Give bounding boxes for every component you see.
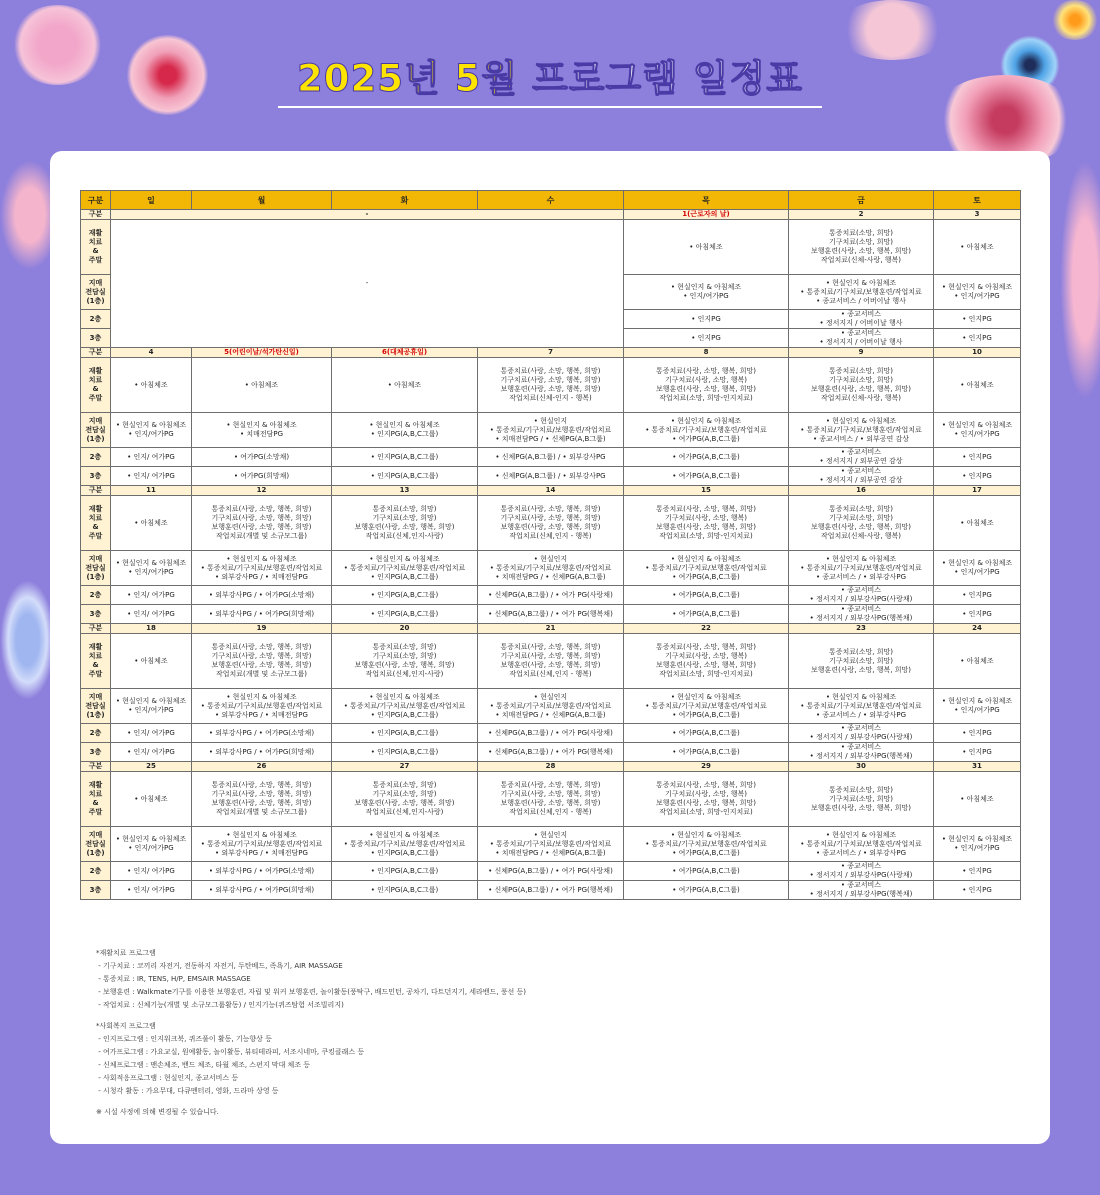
schedule-row-dementia bbox=[81, 827, 1021, 862]
note-line: - 보행훈련 : Walkmate기구를 이용한 보행훈련, 자립 및 워커 보행훈련, 놀이활동(풍탁구, 배드민턴, 공차기, 다트던지기, 세라밴드, 풍선 등) bbox=[96, 988, 527, 996]
schedule-cell: • 인지PG bbox=[624, 329, 789, 348]
page-title bbox=[0, 48, 1100, 102]
schedule-cell: • 신체PG(A,B그룹) / • 여가 PG(행복채) bbox=[478, 743, 624, 762]
schedule-cell: • 여가PG(소망채) bbox=[192, 448, 332, 467]
schedule-cell: • 현실인지 & 아침체조 • 인지/여가PG bbox=[934, 275, 1021, 310]
header-cell: 금 bbox=[789, 191, 934, 210]
note-line: *사회복지 프로그램 bbox=[96, 1022, 156, 1030]
schedule-cell: • 여가PG(A,B,C그룹) bbox=[624, 862, 789, 881]
schedule-cell: • 종교서비스 • 정서지지 / 외부공연 감상 bbox=[789, 448, 934, 467]
schedule-cell: • 현실인지 & 아침체조 • 통증치료/기구치료/보행훈련/작업치료 • 인지PG(A,B,C그룹) bbox=[332, 827, 478, 862]
schedule-cell: • 여가PG(A,B,C그룹) bbox=[624, 467, 789, 486]
row-label: 재활 치료 & 주말 bbox=[81, 358, 111, 413]
schedule-cell: • 아침체조 bbox=[111, 634, 192, 689]
schedule-cell: • 여가PG(A,B,C그룹) bbox=[624, 605, 789, 624]
program-notes bbox=[96, 947, 996, 1119]
schedule-cell: • 현실인지 & 아침체조 • 통증치료/기구치료/보행훈련/작업치료 • 종교서비스 / • 외부강사PG bbox=[789, 551, 934, 586]
note-line bbox=[96, 1012, 996, 1020]
date-cell: 5(어린이날/석가탄신일) bbox=[192, 348, 332, 358]
date-cell: 25 bbox=[111, 762, 192, 772]
schedule-cell: 통증치료(사랑, 소망, 행복, 희망) 기구치료(사랑, 소망, 행복) 보행훈련(사랑, 소망, 행복, 희망) 작업치료(소망, 희망-인지치료) bbox=[624, 634, 789, 689]
schedule-cell: • 인지PG bbox=[934, 605, 1021, 624]
header-cell: 수 bbox=[478, 191, 624, 210]
schedule-cell: 통증치료(소망, 희망) 기구치료(소망, 희망) 보행훈련(사랑, 소망, 행복, 희망) 작업치료(신체-사랑, 행복) bbox=[789, 496, 934, 551]
schedule-cell: • 현실인지 • 통증치료/기구치료/보행훈련/작업치료 • 치매전담PG / • 신체PG(A,B그룹) bbox=[478, 551, 624, 586]
date-cell: 17 bbox=[934, 486, 1021, 496]
schedule-cell: • 신체PG(A,B그룹) / • 여가 PG(사랑채) bbox=[478, 586, 624, 605]
schedule-cell: • 종교서비스 • 정서지지 / 외부강사PG(사랑채) bbox=[789, 724, 934, 743]
schedule-cell: • 현실인지 & 아침체조 • 인지/여가PG bbox=[111, 689, 192, 724]
note-line: ※ 시설 사정에 의해 변경될 수 있습니다. bbox=[96, 1108, 219, 1116]
schedule-cell: • 아침체조 bbox=[111, 358, 192, 413]
schedule-cell: • 현실인지 & 아침체조 • 통증치료/기구치료/보행훈련/작업치료 • 인지PG(A,B,C그룹) bbox=[332, 689, 478, 724]
schedule-cell: • 인지PG(A,B,C그룹) bbox=[332, 862, 478, 881]
schedule-cell: • 현실인지 & 아침체조 • 인지/여가PG bbox=[111, 551, 192, 586]
row-label: 3층 bbox=[81, 467, 111, 486]
schedule-cell: • 현실인지 & 아침체조 • 인지/여가PG bbox=[934, 413, 1021, 448]
note-line: - 시청각 활동 : 가요무대, 다큐멘터리, 영화, 드라마 상영 등 bbox=[96, 1087, 279, 1095]
date-cell: 11 bbox=[111, 486, 192, 496]
date-cell: 30 bbox=[789, 762, 934, 772]
date-cell: 24 bbox=[934, 624, 1021, 634]
schedule-cell: • 종교서비스 • 정서지지 / 외부강사PG(행복채) bbox=[789, 743, 934, 762]
schedule-cell: • 현실인지 & 아침체조 • 치매전담PG bbox=[192, 413, 332, 448]
schedule-cell: • 현실인지 & 아침체조 • 통증치료/기구치료/보행훈련/작업치료 • 외부강사PG / • 치매전담PG bbox=[192, 827, 332, 862]
row-label: 2층 bbox=[81, 586, 111, 605]
header-cell: 월 bbox=[192, 191, 332, 210]
schedule-cell: • 인지PG bbox=[934, 448, 1021, 467]
date-cell: 14 bbox=[478, 486, 624, 496]
page-title-text: 프로그램 일정표 bbox=[531, 57, 804, 100]
empty-date-cell: - bbox=[111, 210, 624, 220]
date-cell: 23 bbox=[789, 624, 934, 634]
note-line: - 작업치료 : 신체기능(개별 및 소규모그룹활동) / 인지기능(퀴즈탐험 서조빌리지) bbox=[96, 1001, 344, 1009]
schedule-cell: • 현실인지 & 아침체조 • 통증치료/기구치료/보행훈련/작업치료 • 종교서비스 / • 외부강사PG bbox=[789, 827, 934, 862]
schedule-cell: • 현실인지 & 아침체조 • 인지/여가PG bbox=[111, 827, 192, 862]
date-cell: 15 bbox=[624, 486, 789, 496]
date-cell: 1(근로자의 날) bbox=[624, 210, 789, 220]
schedule-cell: • 신체PG(A,B그룹) / • 여가 PG(행복채) bbox=[478, 881, 624, 900]
schedule-cell: 통증치료(사랑, 소망, 행복, 희망) 기구치료(사랑, 소망, 행복, 희망) 보행훈련(사랑, 소망, 행복, 희망) 작업치료(개별 및 소규모그룹) bbox=[192, 634, 332, 689]
date-cell: 16 bbox=[789, 486, 934, 496]
schedule-cell: • 현실인지 & 아침체조 • 인지/여가PG bbox=[934, 689, 1021, 724]
schedule-cell: 통증치료(사랑, 소망, 행복, 희망) 기구치료(사랑, 소망, 행복, 희망) 보행훈련(사랑, 소망, 행복, 희망) 작업치료(개별 및 소규모그룹) bbox=[192, 772, 332, 827]
schedule-cell: • 아침체조 bbox=[934, 358, 1021, 413]
schedule-row-floor2 bbox=[81, 862, 1021, 881]
date-cell: 26 bbox=[192, 762, 332, 772]
schedule-cell: • 외부강사PG / • 여가PG(소망채) bbox=[192, 586, 332, 605]
schedule-cell: • 아침체조 bbox=[934, 634, 1021, 689]
schedule-cell: • 여가PG(A,B,C그룹) bbox=[624, 586, 789, 605]
schedule-cell: • 종교서비스 • 정서지지 / 어버이날 행사 bbox=[789, 310, 934, 329]
date-cell: 19 bbox=[192, 624, 332, 634]
schedule-row-floor3 bbox=[81, 743, 1021, 762]
schedule-cell: • 아침체조 bbox=[192, 358, 332, 413]
schedule-cell: • 현실인지 & 아침체조 • 통증치료/기구치료/보행훈련/작업치료 • 종교서비스 / • 외부강사PG bbox=[789, 689, 934, 724]
header-cell: 화 bbox=[332, 191, 478, 210]
schedule-cell: • 현실인지 & 아침체조 • 통증치료/기구치료/보행훈련/작업치료 • 종교서비스 / • 외부공연 감상 bbox=[789, 413, 934, 448]
schedule-row-dementia bbox=[81, 689, 1021, 724]
schedule-cell: 통증치료(사랑, 소망, 행복, 희망) 기구치료(사랑, 소망, 행복, 희망) 보행훈련(사랑, 소망, 행복, 희망) 작업치료(신체-인지 - 행복) bbox=[478, 358, 624, 413]
schedule-cell: • 인지/ 여가PG bbox=[111, 467, 192, 486]
note-line: - 인지프로그램 : 인지워크북, 퀴즈풀이 활동, 기능향상 등 bbox=[96, 1035, 272, 1043]
schedule-row-floor3 bbox=[81, 467, 1021, 486]
date-cell: 7 bbox=[478, 348, 624, 358]
header-cell: 목 bbox=[624, 191, 789, 210]
row-label: 2층 bbox=[81, 448, 111, 467]
schedule-cell: • 인지PG(A,B,C그룹) bbox=[332, 724, 478, 743]
schedule-cell: • 인지PG(A,B,C그룹) bbox=[332, 881, 478, 900]
schedule-cell: • 인지/ 여가PG bbox=[111, 448, 192, 467]
schedule-row-floor2 bbox=[81, 724, 1021, 743]
schedule-cell: • 현실인지 & 아침체조 • 통증치료/기구치료/보행훈련/작업치료 • 여가PG(A,B,C그룹) bbox=[624, 551, 789, 586]
schedule-cell: • 여가PG(A,B,C그룹) bbox=[624, 724, 789, 743]
date-cell: 8 bbox=[624, 348, 789, 358]
schedule-cell: • 아침체조 bbox=[111, 496, 192, 551]
schedule-cell: • 외부강사PG / • 여가PG(소망채) bbox=[192, 724, 332, 743]
row-label: 3층 bbox=[81, 605, 111, 624]
page-title-date: 2025년 5월 bbox=[296, 57, 519, 100]
schedule-cell: • 인지/ 여가PG bbox=[111, 724, 192, 743]
row-label: 지매 전담실 (1층) bbox=[81, 689, 111, 724]
note-line: - 신체프로그램 : 맨손체조, 밴드 체조, 타월 체조, 스펀지 막대 체조 등 bbox=[96, 1061, 311, 1069]
schedule-cell: • 인지PG(A,B,C그룹) bbox=[332, 448, 478, 467]
schedule-cell: • 여가PG(A,B,C그룹) bbox=[624, 448, 789, 467]
schedule-cell: • 아침체조 bbox=[934, 496, 1021, 551]
flower-decoration-right-2 bbox=[1060, 160, 1100, 400]
schedule-cell: • 인지/ 여가PG bbox=[111, 743, 192, 762]
schedule-cell: • 인지PG bbox=[624, 310, 789, 329]
row-label: 구분 bbox=[81, 348, 111, 358]
schedule-cell: • 인지/ 여가PG bbox=[111, 586, 192, 605]
note-line: - 사회적응프로그램 : 현실인지, 종교서비스 등 bbox=[96, 1074, 239, 1082]
schedule-cell: • 현실인지 • 통증치료/기구치료/보행훈련/작업치료 • 치매전담PG / • 신체PG(A,B그룹) bbox=[478, 689, 624, 724]
table-header-row bbox=[81, 191, 1021, 210]
date-row bbox=[81, 348, 1021, 358]
date-cell: 22 bbox=[624, 624, 789, 634]
schedule-row-floor3 bbox=[81, 881, 1021, 900]
schedule-cell: • 인지PG(A,B,C그룹) bbox=[332, 586, 478, 605]
schedule-cell: • 현실인지 & 아침체조 • 통증치료/기구치료/보행훈련/작업치료 • 여가PG(A,B,C그룹) bbox=[624, 413, 789, 448]
schedule-cell: • 여가PG(희망채) bbox=[192, 467, 332, 486]
schedule-cell: • 현실인지 & 아침체조 • 인지/여가PG bbox=[111, 413, 192, 448]
schedule-cell: • 종교서비스 • 정서지지 / 외부강사PG(사랑채) bbox=[789, 862, 934, 881]
date-cell: 12 bbox=[192, 486, 332, 496]
schedule-row-rehab bbox=[81, 220, 1021, 275]
schedule-cell: • 현실인지 & 아침체조 • 통증치료/기구치료/보행훈련/작업치료 • 외부강사PG / • 치매전담PG bbox=[192, 689, 332, 724]
schedule-cell: 통증치료(사랑, 소망, 행복, 희망) 기구치료(사랑, 소망, 행복) 보행훈련(사랑, 소망, 행복, 희망) 작업치료(소망, 희망-인지치료) bbox=[624, 496, 789, 551]
schedule-cell: • 인지/ 여가PG bbox=[111, 881, 192, 900]
schedule-cell: • 인지PG bbox=[934, 743, 1021, 762]
row-label: 재활 치료 & 주말 bbox=[81, 496, 111, 551]
row-label: 2층 bbox=[81, 724, 111, 743]
schedule-cell: • 현실인지 & 아침체조 • 인지/여가PG bbox=[934, 827, 1021, 862]
note-line: - 통증치료 : IR, TENS, H/P, EMSAIR MASSAGE bbox=[96, 975, 251, 983]
schedule-cell: • 인지PG bbox=[934, 329, 1021, 348]
schedule-cell: 통증치료(소망, 희망) 기구치료(소망, 희망) 보행훈련(사랑, 소망, 행복, 희망) bbox=[789, 772, 934, 827]
date-cell: 31 bbox=[934, 762, 1021, 772]
schedule-cell: • 외부강사PG / • 여가PG(희망채) bbox=[192, 881, 332, 900]
date-cell: 9 bbox=[789, 348, 934, 358]
row-label: 3층 bbox=[81, 881, 111, 900]
header-cell: 구분 bbox=[81, 191, 111, 210]
schedule-cell: 통증치료(사랑, 소망, 행복, 희망) 기구치료(사랑, 소망, 행복, 희망) 보행훈련(사랑, 소망, 행복, 희망) 작업치료(신체,인지 - 행복) bbox=[478, 634, 624, 689]
schedule-cell: • 종교서비스 • 정서지지 / 외부강사PG(행복채) bbox=[789, 605, 934, 624]
note-line: *재활치료 프로그램 bbox=[96, 949, 156, 957]
date-cell: 13 bbox=[332, 486, 478, 496]
row-label: 구분 bbox=[81, 210, 111, 220]
schedule-row-floor2 bbox=[81, 448, 1021, 467]
row-label: 지매 전담실 (1층) bbox=[81, 413, 111, 448]
schedule-cell: • 인지/ 여가PG bbox=[111, 605, 192, 624]
schedule-cell: 통증치료(소망, 희망) 기구치료(소망, 희망) 보행훈련(사랑, 소망, 행복, 희망) 작업치료(신체,인지-사랑) bbox=[332, 634, 478, 689]
row-label: 2층 bbox=[81, 310, 111, 329]
schedule-cell: • 종교서비스 • 정서지지 / 외부공연 감상 bbox=[789, 467, 934, 486]
schedule-table bbox=[80, 190, 1021, 900]
row-label: 재활 치료 & 주말 bbox=[81, 634, 111, 689]
date-cell: 4 bbox=[111, 348, 192, 358]
schedule-cell: • 외부강사PG / • 여가PG(희망채) bbox=[192, 743, 332, 762]
schedule-cell: • 인지PG bbox=[934, 724, 1021, 743]
schedule-row-rehab bbox=[81, 358, 1021, 413]
schedule-cell: • 종교서비스 • 정서지지 / 외부강사PG(사랑채) bbox=[789, 586, 934, 605]
schedule-cell: 통증치료(사랑, 소망, 행복, 희망) 기구치료(사랑, 소망, 행복) 보행훈련(사랑, 소망, 행복, 희망) 작업치료(소망, 희망-인지치료) bbox=[624, 358, 789, 413]
date-cell: 18 bbox=[111, 624, 192, 634]
schedule-row-rehab bbox=[81, 772, 1021, 827]
row-label: 3층 bbox=[81, 743, 111, 762]
schedule-cell: • 아침체조 bbox=[624, 220, 789, 275]
schedule-cell: 통증치료(사랑, 소망, 행복, 희망) 기구치료(사랑, 소망, 행복, 희망) 보행훈련(사랑, 소망, 행복, 희망) 작업치료(개별 및 소규모그룹) bbox=[192, 496, 332, 551]
schedule-cell: • 신체PG(A,B그룹) / • 여가 PG(행복채) bbox=[478, 605, 624, 624]
schedule-cell: 통증치료(소망, 희망) 기구치료(소망, 희망) 보행훈련(사랑, 소망, 행복, 희망) 작업치료(신체,인지-사랑) bbox=[332, 496, 478, 551]
header-cell: 토 bbox=[934, 191, 1021, 210]
row-label: 지매 전담실 (1층) bbox=[81, 275, 111, 310]
header-cell: 일 bbox=[111, 191, 192, 210]
date-cell: 21 bbox=[478, 624, 624, 634]
schedule-table-body bbox=[81, 191, 1021, 900]
schedule-cell: • 여가PG(A,B,C그룹) bbox=[624, 743, 789, 762]
flower-decoration-left-2 bbox=[0, 580, 55, 700]
row-label: 지매 전담실 (1층) bbox=[81, 827, 111, 862]
schedule-cell: • 인지PG bbox=[934, 467, 1021, 486]
schedule-cell: 통증치료(사랑, 소망, 행복, 희망) 기구치료(사랑, 소망, 행복, 희망) 보행훈련(사랑, 소망, 행복, 희망) 작업치료(신체,인지 - 행복) bbox=[478, 496, 624, 551]
schedule-cell: 통증치료(소망, 희망) 기구치료(소망, 희망) 보행훈련(사랑, 소망, 행복, 희망) 작업치료(신체-사랑, 행복) bbox=[789, 358, 934, 413]
schedule-cell: • 인지PG bbox=[934, 881, 1021, 900]
schedule-cell: • 현실인지 & 아침체조 • 인지PG(A,B,C그룹) bbox=[332, 413, 478, 448]
schedule-row-floor2 bbox=[81, 586, 1021, 605]
schedule-cell: • 현실인지 & 아침체조 • 통증치료/기구치료/보행훈련/작업치료 • 외부강사PG / • 치매전담PG bbox=[192, 551, 332, 586]
title-underline bbox=[278, 106, 822, 108]
empty-schedule-cell: - bbox=[111, 220, 624, 348]
schedule-cell: • 외부강사PG / • 여가PG(희망채) bbox=[192, 605, 332, 624]
schedule-cell: • 현실인지 & 아침체조 • 통증치료/기구치료/보행훈련/작업치료 • 여가PG(A,B,C그룹) bbox=[624, 827, 789, 862]
row-label: 지매 전담실 (1층) bbox=[81, 551, 111, 586]
schedule-cell: • 외부강사PG / • 여가PG(소망채) bbox=[192, 862, 332, 881]
row-label: 재활 치료 & 주말 bbox=[81, 772, 111, 827]
date-row bbox=[81, 762, 1021, 772]
schedule-row-dementia bbox=[81, 413, 1021, 448]
schedule-row-floor3 bbox=[81, 605, 1021, 624]
schedule-cell: • 현실인지 & 아침체조 • 인지/여가PG bbox=[934, 551, 1021, 586]
schedule-cell: 통증치료(사랑, 소망, 행복, 희망) 기구치료(사랑, 소망, 행복) 보행훈련(사랑, 소망, 행복, 희망) 작업치료(소망, 희망-인지치료) bbox=[624, 772, 789, 827]
schedule-cell: • 인지/ 여가PG bbox=[111, 862, 192, 881]
schedule-row-dementia bbox=[81, 551, 1021, 586]
row-label: 구분 bbox=[81, 486, 111, 496]
schedule-cell: • 신체PG(A,B그룹) / • 외부강사PG bbox=[478, 467, 624, 486]
note-line: - 기구치료 : 코끼리 자전거, 전동하지 자전거, 두탄베드, 족욕기, AIR MASSAGE bbox=[96, 962, 343, 970]
schedule-cell: 통증치료(사랑, 소망, 행복, 희망) 기구치료(사랑, 소망, 행복, 희망) 보행훈련(사랑, 소망, 행복, 희망) 작업치료(신체,인지 - 행복) bbox=[478, 772, 624, 827]
row-label: 3층 bbox=[81, 329, 111, 348]
schedule-cell: • 인지PG(A,B,C그룹) bbox=[332, 605, 478, 624]
schedule-cell: • 현실인지 • 통증치료/기구치료/보행훈련/작업치료 • 치매전담PG / • 신체PG(A,B그룹) bbox=[478, 827, 624, 862]
schedule-cell: • 인지PG(A,B,C그룹) bbox=[332, 467, 478, 486]
schedule-cell: • 아침체조 bbox=[934, 220, 1021, 275]
schedule-cell: • 현실인지 & 아침체조 • 통증치료/기구치료/보행훈련/작업치료 • 여가PG(A,B,C그룹) bbox=[624, 689, 789, 724]
date-cell: 27 bbox=[332, 762, 478, 772]
row-label: 구분 bbox=[81, 762, 111, 772]
note-line: - 여가프로그램 : 가요교실, 원예활동, 놀이활동, 뷰티테라피, 서조시네마, 쿠킹클래스 등 bbox=[96, 1048, 365, 1056]
date-row bbox=[81, 624, 1021, 634]
date-cell: 10 bbox=[934, 348, 1021, 358]
schedule-cell: • 현실인지 & 아침체조 • 통증치료/기구치료/보행훈련/작업치료 • 인지PG(A,B,C그룹) bbox=[332, 551, 478, 586]
date-row bbox=[81, 210, 1021, 220]
schedule-row-rehab bbox=[81, 634, 1021, 689]
schedule-cell: • 아침체조 bbox=[332, 358, 478, 413]
note-line bbox=[96, 1098, 996, 1106]
date-cell: 2 bbox=[789, 210, 934, 220]
schedule-cell: • 신체PG(A,B그룹) / • 여가 PG(사랑채) bbox=[478, 724, 624, 743]
date-cell: 6(대체공휴일) bbox=[332, 348, 478, 358]
schedule-cell: • 현실인지 • 통증치료/기구치료/보행훈련/작업치료 • 치매전담PG / • 신체PG(A,B그룹) bbox=[478, 413, 624, 448]
schedule-cell: • 인지PG bbox=[934, 586, 1021, 605]
date-cell: 28 bbox=[478, 762, 624, 772]
schedule-cell: • 여가PG(A,B,C그룹) bbox=[624, 881, 789, 900]
schedule-cell: • 현실인지 & 아침체조 • 통증치료/기구치료/보행훈련/작업치료 • 종교서비스 / 어버이날 행사 bbox=[789, 275, 934, 310]
flower-decoration-top-yellow bbox=[1050, 0, 1100, 40]
schedule-cell: 통증치료(소망, 희망) 기구치료(소망, 희망) 보행훈련(사랑, 소망, 행복, 희망) 작업치료(신체-사랑, 행복) bbox=[789, 220, 934, 275]
schedule-cell: 통증치료(소망, 희망) 기구치료(소망, 희망) 보행훈련(사랑, 소망, 행복, 희망) 작업치료(신체,인지-사랑) bbox=[332, 772, 478, 827]
schedule-cell: • 아침체조 bbox=[111, 772, 192, 827]
row-label: 2층 bbox=[81, 862, 111, 881]
schedule-cell: • 신체PG(A,B그룹) / • 여가 PG(사랑채) bbox=[478, 862, 624, 881]
row-label: 구분 bbox=[81, 624, 111, 634]
schedule-cell: 통증치료(소망, 희망) 기구치료(소망, 희망) 보행훈련(사랑, 소망, 행복, 희망) bbox=[789, 634, 934, 689]
schedule-cell: • 신체PG(A,B그룹) / • 외부강사PG bbox=[478, 448, 624, 467]
row-label: 재활 치료 & 주말 bbox=[81, 220, 111, 275]
schedule-cell: • 아침체조 bbox=[934, 772, 1021, 827]
schedule-cell: • 현실인지 & 아침체조 • 인지/여가PG bbox=[624, 275, 789, 310]
date-cell: 3 bbox=[934, 210, 1021, 220]
schedule-cell: • 인지PG(A,B,C그룹) bbox=[332, 743, 478, 762]
schedule-cell: • 종교서비스 • 정서지지 / 외부강사PG(행복채) bbox=[789, 881, 934, 900]
schedule-cell: • 종교서비스 • 정서지지 / 어버이날 행사 bbox=[789, 329, 934, 348]
schedule-row-rehab bbox=[81, 496, 1021, 551]
date-cell: 20 bbox=[332, 624, 478, 634]
date-row bbox=[81, 486, 1021, 496]
schedule-cell: • 인지PG bbox=[934, 862, 1021, 881]
schedule-cell: • 인지PG bbox=[934, 310, 1021, 329]
date-cell: 29 bbox=[624, 762, 789, 772]
